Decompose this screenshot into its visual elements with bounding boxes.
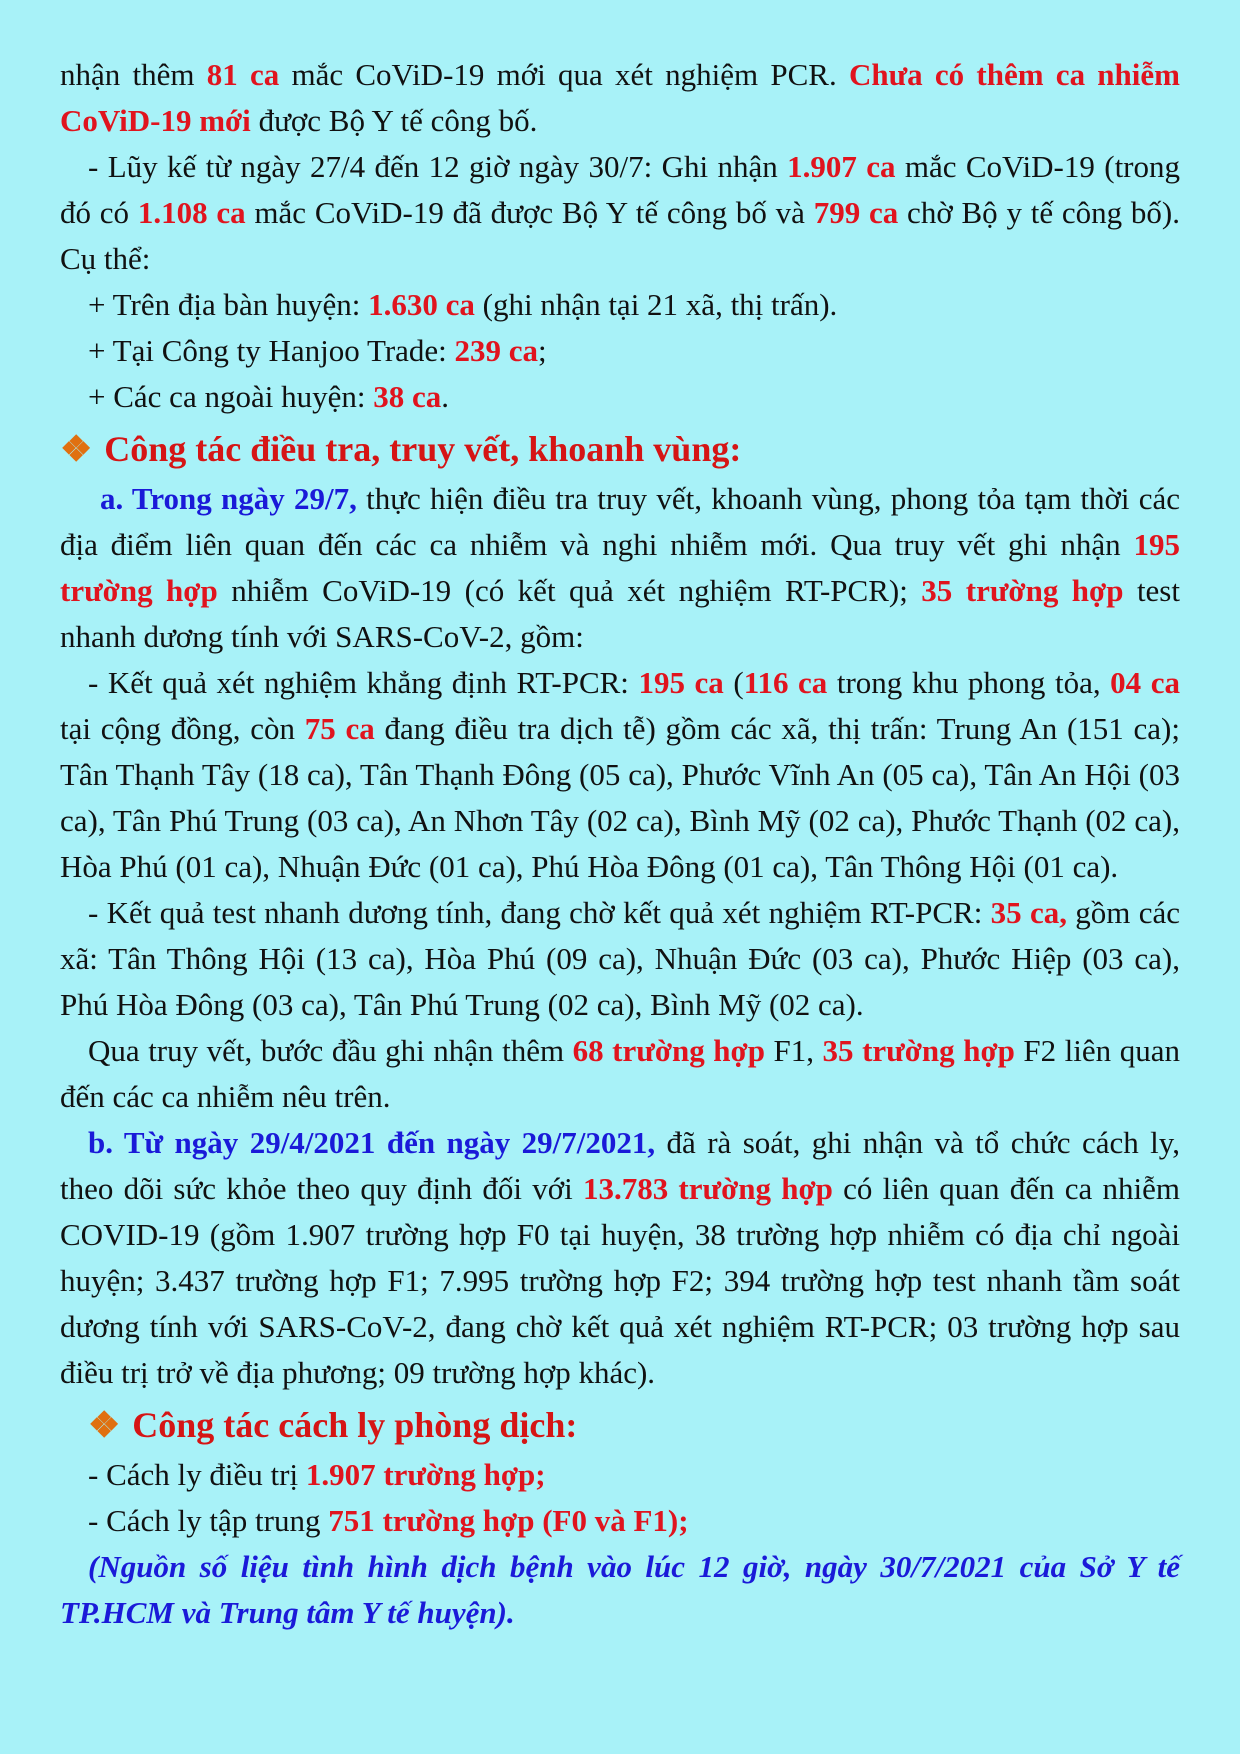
highlight: 38 ca [373, 379, 442, 414]
paragraph-rapid-test: - Kết quả test nhanh dương tính, đang chờ kết quả xét nghiệm RT-PCR: 35 ca, gồm các xã: Tân Thông Hội (13 ca), Hòa Phú (09 ca), Nhuận Đức (03 ca), Phước Hiệp (03 ca), Phú Hòa Đông (03 ca), Tân Phú Trung (02 ca), Bình Mỹ (02 ca). [60, 895, 1181, 1022]
highlight: 81 ca [206, 57, 280, 92]
highlight: 1.630 ca [368, 287, 475, 322]
paragraph-district: + Trên địa bàn huyện: 1.630 ca (ghi nhận tại 21 xã, thị trấn). [88, 287, 838, 322]
paragraph-pcr-results: - Kết quả xét nghiệm khẳng định RT-PCR: 195 ca (116 ca trong khu phong tỏa, 04 ca tại cộng đồng, còn 75 ca đang điều tra dịch tễ) gồm các xã, thị trấn: Trung An (151 ca); Tân Thạnh Tây (18 ca), Tân Thạnh Đông (05 ca), Phước Vĩnh An (05 ca), Tân An Hội (03 ca), Tân Phú Trung (03 ca), An Nhơn Tây (02 ca), Bình Mỹ (02 ca), Phước Thạnh (02 ca), Hòa Phú (01 ca), Nhuận Đức (01 ca), Phú Hòa Đông (01 ca), Tân Thông Hội (01 ca). [60, 665, 1180, 884]
subheading-a: a. Trong ngày 29/7, [100, 481, 357, 516]
paragraph-period-b: b. Từ ngày 29/4/2021 đến ngày 29/7/2021, đã rà soát, ghi nhận và tổ chức cách ly, theo dõi sức khỏe theo quy định đối với 13.783 trường hợp có liên quan đến ca nhiễm COVID-19 (gồm 1.907 trường hợp F0 tại huyện, 38 trường hợp nhiễm có địa chỉ ngoài huyện; 3.437 trường hợp F1; 7.995 trường hợp F2; 394 trường hợp test nhanh tầm soát dương tính với SARS-CoV-2, đang chờ kết quả xét nghiệm RT-PCR; 03 trường hợp sau điều trị trở về địa phương; 09 trường hợp khác). [60, 1125, 1180, 1390]
highlight: 799 ca [813, 195, 899, 230]
highlight: 68 trường hợp [572, 1033, 765, 1068]
highlight: 1.907 ca [787, 149, 896, 184]
source-note: (Nguồn số liệu tình hình dịch bệnh vào lúc 12 giờ, ngày 30/7/2021 của Sở Y tế TP.HCM và Trung tâm Y tế huyện). [60, 1549, 1180, 1630]
paragraph-treatment: - Cách ly điều trị 1.907 trường hợp; [88, 1457, 546, 1492]
heading-investigation: ❖ Công tác điều tra, truy vết, khoanh vùng: [60, 429, 742, 469]
highlight: 239 ca [454, 333, 539, 368]
highlight: 04 ca [1110, 665, 1180, 700]
diamond-bullet-icon: ❖ [60, 429, 93, 469]
highlight: 751 trường hợp (F0 và F1); [328, 1503, 689, 1538]
highlight: Chưa có thêm ca nhiễm CoViD-19 mới [60, 57, 1180, 138]
highlight: 116 ca [743, 665, 828, 700]
paragraph-outside: + Các ca ngoài huyện: 38 ca. [88, 379, 449, 414]
paragraph-tracing: Qua truy vết, bước đầu ghi nhận thêm 68 trường hợp F1, 35 trường hợp F2 liên quan đến các ca nhiễm nêu trên. [60, 1033, 1180, 1114]
highlight: 35 ca, [990, 895, 1067, 930]
diamond-bullet-icon: ❖ [88, 1405, 121, 1445]
highlight: 35 trường hợp [822, 1033, 1015, 1068]
paragraph-cumulative: - Lũy kế từ ngày 27/4 đến 12 giờ ngày 30/7: Ghi nhận 1.907 ca mắc CoViD-19 (trong đó có 1.108 ca mắc CoViD-19 đã được Bộ Y tế công bố và 799 ca chờ Bộ y tế công bố). Cụ thể: [60, 149, 1181, 276]
paragraph-day-29: a. Trong ngày 29/7, thực hiện điều tra truy vết, khoanh vùng, phong tỏa tạm thời các địa điểm liên quan đến các ca nhiễm và nghi nhiễm mới. Qua truy vết ghi nhận 195 trường hợp nhiễm CoViD-19 (có kết quả xét nghiệm RT-PCR); 35 trường hợp test nhanh dương tính với SARS-CoV-2, gồm: [60, 481, 1181, 654]
paragraph-company: + Tại Công ty Hanjoo Trade: 239 ca; [88, 333, 547, 368]
highlight: 13.783 trường hợp [582, 1171, 833, 1206]
paragraph-concentrated: - Cách ly tập trung 751 trường hợp (F0 và F1); [88, 1503, 689, 1538]
highlight: 1.907 trường hợp; [305, 1457, 546, 1492]
paragraph-new-cases: nhận thêm 81 ca mắc CoViD-19 mới qua xét nghiệm PCR. Chưa có thêm ca nhiễm CoViD-19 mới được Bộ Y tế công bố. [60, 57, 1180, 138]
highlight: 75 ca [304, 711, 375, 746]
heading-quarantine: ❖ Công tác cách ly phòng dịch: [88, 1405, 578, 1445]
highlight: 35 trường hợp [921, 573, 1124, 608]
highlight: 195 trường hợp [60, 527, 1180, 608]
subheading-b: b. Từ ngày 29/4/2021 đến ngày 29/7/2021, [88, 1125, 656, 1160]
highlight: 195 ca [638, 665, 724, 700]
highlight: 1.108 ca [137, 195, 246, 230]
